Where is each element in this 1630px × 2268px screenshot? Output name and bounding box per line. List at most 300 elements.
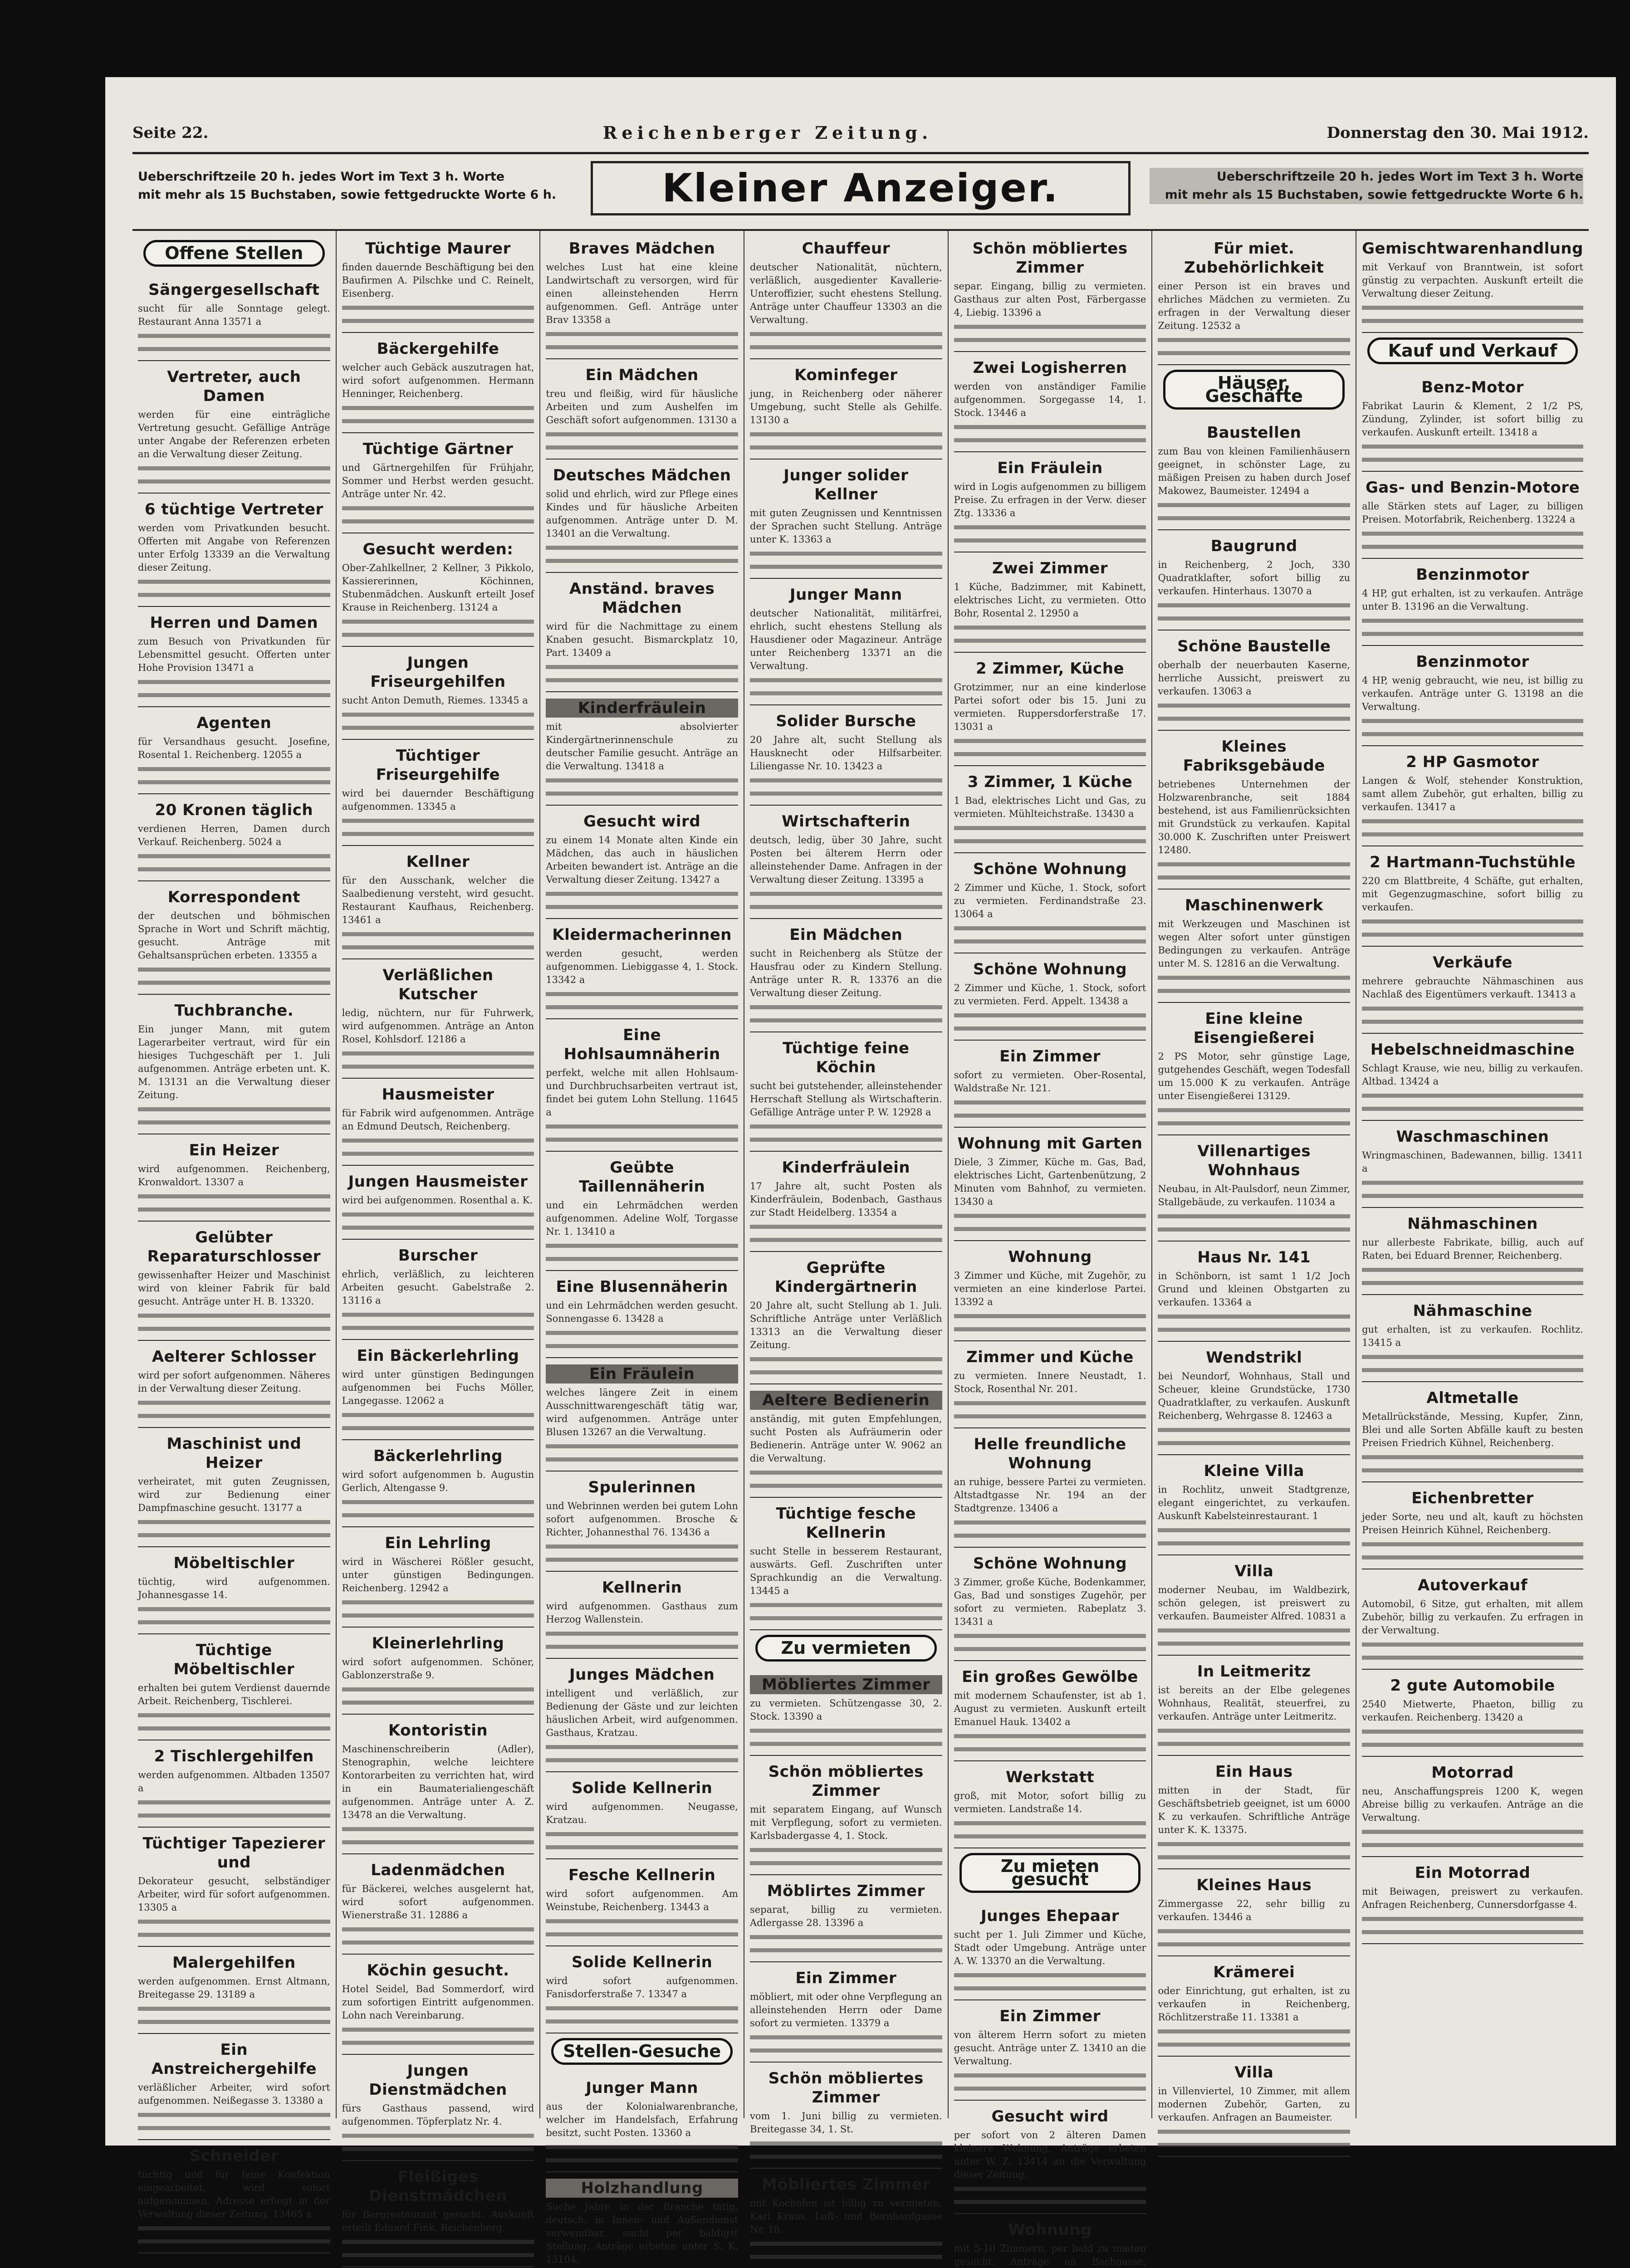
ad-headline: Schön möbliertes Zimmer xyxy=(972,240,1128,277)
ad-text: und ein Lehrmädchen werden aufgenommen. Adeline Wolf, Torgasse Nr. 1. 13410 a xyxy=(546,1199,738,1266)
ad-text: der deutschen und böhmischen Sprache in Wort und Schrift mächtig, gesucht. Anträge mit Gehaltsansprüchen erbeten. 13355 a xyxy=(138,909,330,989)
ad-headline: 2 HP Gasmotor xyxy=(1406,753,1539,771)
ad-text: vom 1. Juni billig zu vermieten. Breitegasse 34, 1. St. xyxy=(750,2110,942,2163)
rate-line: mit mehr als 15 Buchstaben, sowie fettgedruckte Worte 6 h. xyxy=(138,188,557,202)
ad-text: 2540 Mietwerte, Phaeton, billig zu verkaufen. Reichenberg. 13420 a xyxy=(1362,1698,1583,1751)
newspaper-page xyxy=(105,77,1616,2267)
ad-headline: Schön möbliertes Zimmer xyxy=(768,2069,924,2107)
classified-ad xyxy=(750,922,942,1032)
ad-text: neu, Anschaffungspreis 1200 K, wegen Abreise billig zu verkaufen. Anträge an die Verwaltung. xyxy=(1362,1785,1583,1852)
ad-headline: Solider Bursche xyxy=(776,712,916,730)
classified-ad xyxy=(546,1949,738,2033)
ad-headline: Ein Fräulein xyxy=(997,459,1103,477)
ad-text: sucht Stelle in besserem Restaurant, auswärts. Gefl. Zuschriften unter Sprachkundig an die Verwaltung. 13445 a xyxy=(750,1545,942,1625)
ad-headline: Möbliertes Zimmer xyxy=(762,2175,930,2194)
ad-text: gut erhalten, ist zu verkaufen. Rochlitz. 13415 a xyxy=(1362,1323,1583,1377)
classified-ad xyxy=(138,710,330,794)
ad-text: mehrere gebrauchte Nähmaschinen aus Nachlaß des Eigentümers verkauft. 13413 a xyxy=(1362,975,1583,1028)
classified-ad xyxy=(546,1474,738,1572)
ad-headline: Möbeltischler xyxy=(173,1554,295,1572)
section-heading: Zu vermieten xyxy=(755,1635,937,1662)
ad-text: sucht per 1. Juli Zimmer und Küche, Stadt oder Umgebung. Anträge unter A. W. 13370 an die Verwaltung. xyxy=(954,1928,1146,1995)
ad-text: welches längere Zeit in einem Ausschnittwarengeschäft tätig war, wird aufgenommen. Anträge unter Blusen 13267 an die Verwaltung. xyxy=(546,1386,738,1466)
classified-ad xyxy=(342,2164,534,2267)
ad-text: aus der Kolonialwarenbranche, welcher im Handelsfach, Erfahrung besitzt, sucht Posten. 13360 a xyxy=(546,2100,738,2167)
classified-ad xyxy=(1362,1036,1583,1121)
ad-text: sucht in Reichenberg als Stütze der Hausfrau oder zu Kindern Stellung. Anträge unter R. R. 13376 an die Verwaltung dieser Zeitung. xyxy=(750,947,942,1027)
ad-headline: Kellnerin xyxy=(602,1579,682,1597)
ad-headline: Kellner xyxy=(406,853,470,871)
ad-text: intelligent und verläßlich, zur Bedienung der Gäste und zur leichten häuslichen Arbeit, wird aufgenommen. Gasthaus, Kratzau. xyxy=(546,1687,738,1767)
ad-text: verdienen Herren, Damen durch Verkauf. Reichenberg. 5024 a xyxy=(138,822,330,876)
classified-ad xyxy=(138,797,330,881)
classified-ad xyxy=(954,856,1146,953)
ad-headline: Tuchbranche. xyxy=(174,1002,294,1020)
ad-headline: Schöne Baustelle xyxy=(1177,637,1331,655)
classified-ad xyxy=(1158,1138,1350,1242)
ad-text: wird bei dauernder Beschäftigung aufgenommen. 13345 a xyxy=(342,787,534,841)
page-number: Seite 22. xyxy=(132,123,209,142)
classified-ad xyxy=(546,1862,738,1946)
ad-text: deutsch, ledig, über 30 Jahre, sucht Posten bei älterem Herrn oder alleinstehender Dame. Anfragen in der Verwaltung dieser Zeitung. 13395 a xyxy=(750,834,942,914)
ad-headline: 2 Hartmann-Tuchstühle xyxy=(1370,853,1576,871)
section-heading: Zu mieten gesucht xyxy=(959,1853,1141,1893)
ad-headline: Junges Ehepaar xyxy=(981,1907,1120,1925)
ad-column xyxy=(540,231,744,2265)
ad-text: Hotel Seidel, Bad Sommerdorf, wird zum sofortigen Eintritt aufgenommen. Lohn nach Vereinbarung. xyxy=(342,1983,534,2049)
ad-headline: Ein Mädchen xyxy=(585,366,699,384)
classified-ad xyxy=(1158,1558,1350,1656)
ad-headline: Kleinerlehrling xyxy=(372,1634,504,1652)
classified-ad xyxy=(750,582,942,705)
ad-headline: Hausmeister xyxy=(382,1085,494,1104)
ad-text: wird sofort aufgenommen. Schöner, Gablonzerstraße 9. xyxy=(342,1656,534,1709)
ad-headline: Gesucht wird xyxy=(991,2107,1109,2126)
classified-ad xyxy=(954,1431,1146,1548)
ad-headline: Tüchtige Gärtner xyxy=(362,440,514,458)
ad-column xyxy=(949,231,1153,2267)
ad-text: wird bei aufgenommen. Rosenthal a. K. xyxy=(342,1194,534,1234)
classified-ad xyxy=(1362,1572,1583,1670)
ad-text: separat, billig zu vermieten. Adlergasse 28. 13396 a xyxy=(750,1903,942,1957)
classified-ad xyxy=(1362,474,1583,559)
ad-text: wird per sofort aufgenommen. Näheres in der Verwaltung dieser Zeitung. xyxy=(138,1369,330,1422)
classified-ad xyxy=(954,1043,1146,1128)
ad-text: werden für eine einträgliche Vertretung gesucht. Gefällige Anträge unter Angabe der Referenzen erbeten an die Verwaltung dieser Zeitung. xyxy=(138,408,330,488)
ad-headline: Braves Mädchen xyxy=(568,240,715,258)
ad-text: wird unter günstigen Bedingungen aufgenommen bei Fuchs Möller, Langegasse. 12062 a xyxy=(342,1368,534,1435)
ad-text: mit 5-10 Zimmern, per bald zu mieten gesucht. Anträge an Bachgasse, xyxy=(954,2242,1146,2268)
section-heading: Stellen-Gesuche xyxy=(551,2038,733,2065)
ad-headline: Ein großes Gewölbe xyxy=(962,1668,1138,1686)
ad-headline: Geübte Taillennäherin xyxy=(579,1158,705,1196)
ad-text: Fabrikat Laurin & Klement, 2 1/2 PS, Zündung, Zylinder, ist sofort billig zu verkaufen. Auskunft erteilt. 13418 a xyxy=(1362,400,1583,466)
classified-ad xyxy=(954,1764,1146,1848)
ad-text: ist bereits an der Elbe gelegenes Wohnhaus, Realität, steuerfrei, zu verkaufen. Anträge unter Leitmeritz. xyxy=(1158,1684,1350,1750)
ad-text: möbliert, mit oder ohne Verpflegung an alleinstehenden Herrn oder Dame sofort zu vermieten. 13379 a xyxy=(750,1990,942,2057)
ad-headline: Gelübter Reparaturschlosser xyxy=(147,1228,321,1266)
ad-text: 1 Bad, elektrisches Licht und Gas, zu vermieten. Mühlteichstraße. 13430 a xyxy=(954,794,1146,848)
classified-ad xyxy=(342,1717,534,1854)
ad-headline: Junger Mann xyxy=(789,586,902,604)
classified-ad xyxy=(1158,1458,1350,1555)
classified-ad xyxy=(138,1743,330,1828)
ad-text: finden dauernde Beschäftigung bei den Baufirmen A. Pilschke und C. Reinelt, Eisenberg. xyxy=(342,261,534,327)
ad-headline: Eine kleine Eisengießerei xyxy=(1193,1010,1315,1047)
ad-text: mit Verkauf von Branntwein, ist sofort günstig zu verpachten. Auskunft erteilt die Verwaltung dieser Zeitung. xyxy=(1362,261,1583,327)
ad-headline: Motorrad xyxy=(1431,1764,1514,1782)
classified-ad xyxy=(342,1081,534,1166)
ad-headline: Maschinenwerk xyxy=(1185,896,1323,914)
classified-ad xyxy=(342,1530,534,1628)
classified-ad xyxy=(1158,1658,1350,1756)
ad-headline: Wohnung mit Garten xyxy=(957,1134,1143,1153)
classified-ad xyxy=(1158,892,1350,1003)
classified-ad xyxy=(1362,1298,1583,1382)
ad-headline: Köchin gesucht. xyxy=(367,1961,509,1980)
ad-text: mit Kochofen ist billig zu vermieten, Karl Kraus, Luft- und Bernhardgasse Nr. 18. xyxy=(750,2197,942,2263)
classified-ad xyxy=(546,235,738,359)
classified-ad xyxy=(750,1878,942,1962)
ad-text: Ober-Zahlkellner, 2 Kellner, 3 Pikkolo, Kassiererinnen, Köchinnen, Stubenmädchen. Auskunft erteilt Josef Krause in Reichenberg. 13124 a xyxy=(342,562,534,641)
ad-headline: Baugrund xyxy=(1210,537,1297,555)
ad-text: Zimmergasse 22, sehr billig zu verkaufen. 13446 a xyxy=(1158,1897,1350,1951)
classified-ad xyxy=(750,708,942,806)
classified-ad xyxy=(954,455,1146,552)
ad-text: 1 Küche, Badzimmer, mit Kabinett, elektrisches Licht, zu vermieten. Otto Bohr, Rosental 2. 12950 a xyxy=(954,581,1146,647)
ad-headline: Geprüfte Kindergärtnerin xyxy=(774,1259,917,1296)
ad-text: und Gärtnergehilfen für Frühjahr, Sommer und Herbst werden gesucht. Anträge unter Nr. 42. xyxy=(342,461,534,528)
ad-headline: Schöne Wohnung xyxy=(973,860,1127,878)
ad-headline: Junges Mädchen xyxy=(569,1666,715,1684)
ad-headline: Zwei Zimmer xyxy=(992,559,1108,577)
classified-ad xyxy=(1362,1124,1583,1208)
ad-headline: Wohnung xyxy=(1008,2221,1092,2239)
ad-text: an ruhige, bessere Partei zu vermieten. Altstadtgasse Nr. 194 an der Stadtgrenze. 13406 a xyxy=(954,1476,1146,1542)
classified-ad xyxy=(954,956,1146,1041)
ad-headline: Helle freundliche Wohnung xyxy=(974,1435,1126,1472)
ad-text: anständig, mit guten Empfehlungen, sucht Posten als Aufräumerin oder Bedienerin. Anträge unter W. 9062 an die Verwaltung. xyxy=(750,1413,942,1492)
ad-headline: Kleines Fabriksgebäude xyxy=(1183,738,1325,775)
ad-headline: Wirtschafterin xyxy=(782,812,910,831)
classified-ad xyxy=(1362,949,1583,1034)
page-header xyxy=(132,113,1589,154)
classified-ad xyxy=(342,1957,534,2055)
ad-headline: Tüchtige fesche Kellnerin xyxy=(776,1505,916,1542)
ad-column xyxy=(132,231,337,2219)
ad-text: Metallrückstände, Messing, Kupfer, Zinn, Blei und alle Sorten Abfälle kauft zu besten Preisen Friedrich Kühnel, Reichenberg. xyxy=(1362,1410,1583,1477)
classified-ad xyxy=(954,1903,1146,2000)
classified-ad xyxy=(1362,235,1583,333)
classified-ad xyxy=(138,884,330,995)
ad-text: wird aufgenommen. Neugasse, Kratzau. xyxy=(546,1800,738,1854)
classified-ad xyxy=(750,1501,942,1630)
ad-text: zu vermieten. Schützengasse 30, 2. Stock. 13390 a xyxy=(750,1697,942,1750)
ad-text: 2 Zimmer und Küche, 1. Stock, sofort zu vermieten. Ferdinandstraße 23. 13064 a xyxy=(954,881,1146,948)
classified-ad xyxy=(1362,1860,1583,1944)
ad-headline: Ein Heizer xyxy=(189,1141,279,1159)
classified-ad xyxy=(342,962,534,1079)
ad-text: werden von anständiger Familie aufgenommen. Sorgegasse 14, 1. Stock. 13446 a xyxy=(954,380,1146,447)
ad-headline: Jungen Hausmeister xyxy=(348,1173,528,1191)
ad-text: wird aufgenommen. Gasthaus zum Herzog Wallenstein. xyxy=(546,1600,738,1653)
classified-ad xyxy=(954,769,1146,853)
classified-ad xyxy=(546,808,738,919)
classified-ad xyxy=(1362,649,1583,746)
rate-line: mit mehr als 15 Buchstaben, sowie fettgedruckte Worte 6 h. xyxy=(1150,186,1583,204)
ad-text: werden aufgenommen. Altbaden 13507 a xyxy=(138,1769,330,1822)
ad-text: per sofort von 2 älteren Damen kleinere Wohnung. Anträge erbeten unter W. Z. 13414 an die Verwaltung dieser Zeitung. xyxy=(954,2129,1146,2209)
classified-ad xyxy=(750,808,942,919)
ad-text: von älterem Herrn sofort zu mieten gesucht. Anträge unter Z. 13410 an die Verwaltung. xyxy=(954,2028,1146,2095)
ad-text: und ein Lehrmädchen werden gesucht. Sonnengasse 6. 13428 a xyxy=(546,1299,738,1353)
classified-ad xyxy=(954,1130,1146,1241)
classified-ad xyxy=(750,2171,942,2268)
ad-headline: Kinderfräulein xyxy=(782,1158,910,1177)
ad-text: 2 PS Motor, sehr günstige Lage, gutgehendes Geschäft, wegen Todesfall um 15.000 K zu verkaufen. Anträge unter Eisengießerei 13129. xyxy=(1158,1050,1350,1130)
rate-line: Ueberschriftzeile 20 h. jedes Wort im Text 3 h. Worte xyxy=(138,170,505,184)
classified-ad xyxy=(1362,1385,1583,1482)
classified-ad xyxy=(138,2143,330,2253)
classified-ad xyxy=(342,1242,534,1340)
ad-headline: Anständ. braves Mädchen xyxy=(569,580,715,617)
ad-headline: Maschinist und Heizer xyxy=(166,1435,302,1472)
ad-headline: Fleißiges Dienstmädchen xyxy=(369,2168,507,2205)
section-heading: Häuser, Geschäfte xyxy=(1163,370,1345,410)
classified-ad xyxy=(1158,2059,1350,2157)
ad-headline: Gesucht werden: xyxy=(362,540,514,558)
ad-text: werden vom Privatkunden besucht. Offerten mit Angabe von Referenzen unter Erfolg 13339 an die Verwaltung dieser Zeitung. xyxy=(138,522,330,601)
ad-text: Neubau, in Alt-Paulsdorf, neun Zimmer, Stallgebäude, zu verkaufen. 11034 a xyxy=(1158,1183,1350,1236)
ad-text: in Rochlitz, unweit Stadtgrenze, elegant eingerichtet, zu verkaufen. Auskunft Kabelsteinrestaurant. 1 xyxy=(1158,1483,1350,1550)
classified-ad xyxy=(954,355,1146,452)
ad-text: sofort zu vermieten. Ober-Rosental, Waldstraße Nr. 121. xyxy=(954,1069,1146,1122)
classified-ad xyxy=(1158,533,1350,631)
ad-headline: 6 tüchtige Vertreter xyxy=(144,500,323,518)
classified-ad xyxy=(138,1830,330,1947)
ad-text: fürs Gasthaus passend, wird aufgenommen. Töpferplatz Nr. 4. xyxy=(342,2102,534,2156)
ad-headline: Malergehilfen xyxy=(172,1954,296,1972)
ad-text: separ. Eingang, billig zu vermieten. Gasthaus zur alten Post, Färbergasse 4, Liebig. 13396 a xyxy=(954,280,1146,347)
ad-headline: Gesucht wird xyxy=(583,812,701,831)
ad-headline: Wohnung xyxy=(1008,1248,1092,1266)
classified-ad xyxy=(138,1637,330,1740)
ad-text: nur allerbeste Fabrikate, billig, auch auf Raten, bei Eduard Brenner, Reichenberg. xyxy=(1362,1236,1583,1290)
ad-text: 4 HP, wenig gebraucht, wie neu, ist billig zu verkaufen. Anträge unter G. 13198 an die Verwaltung. xyxy=(1362,674,1583,741)
ad-headline: Hebelschneidmaschine xyxy=(1370,1041,1575,1059)
ad-headline: Jungen Friseurgehilfen xyxy=(370,654,506,691)
ad-headline: Kinderfräulein xyxy=(546,699,738,718)
classified-ad xyxy=(1158,1244,1350,1342)
ad-headline: Krämerei xyxy=(1213,1963,1295,1981)
ad-text: mit Beiwagen, preiswert zu verkaufen. Anfragen Reichenberg, Cunnersdorfgasse 4. xyxy=(1362,1885,1583,1939)
classified-ad xyxy=(1362,374,1583,472)
ad-headline: Tüchtige Möbeltischler xyxy=(173,1641,295,1678)
ad-headline: Ein Mädchen xyxy=(789,926,903,944)
ad-text: 2 Zimmer und Küche, 1. Stock, sofort zu vermieten. Ferd. Appelt. 13438 a xyxy=(954,982,1146,1035)
ad-text: sucht bei gutstehender, alleinstehender Herrschaft Stellung als Wirtschafterin. Gefällige Anträge unter P. W. 12928 a xyxy=(750,1080,942,1146)
ad-text: mit modernem Schaufenster, ist ab 1. August zu vermieten. Auskunft erteilt Emanuel Hauk. 13402 a xyxy=(954,1689,1146,1756)
classified-ad xyxy=(342,235,534,333)
ad-text: betriebenes Unternehmen der Holzwarenbranche, seit 1884 bestehend, ist aus Familienrücksichten mit Grundstück zu verkaufen. Kapital 30.000 K. Zuschriften unter Preiswert 12480. xyxy=(1158,778,1350,884)
ad-text: ledig, nüchtern, nur für Fuhrwerk, wird aufgenommen. Anträge an Anton Rosel, Kohlsdorf. 12186 a xyxy=(342,1007,534,1073)
ad-text: für Bergrestaurant gesucht. Auskunft erteilt Eduard Fink, Reichenberg. xyxy=(342,2208,534,2262)
newspaper-title: Reichenberger Zeitung. xyxy=(602,122,933,143)
ad-text: wird sofort aufgenommen b. Augustin Gerlich, Altengasse 9. xyxy=(342,1468,534,1522)
ad-headline: Für miet. Zubehörlichkeit xyxy=(1184,240,1324,277)
ad-text: 3 Zimmer und Küche, mit Zugehör, zu vermieten an eine kinderlose Partei. 13392 a xyxy=(954,1269,1146,1336)
classified-ad xyxy=(1362,1672,1583,1757)
ad-headline: Gas- und Benzin-Motore xyxy=(1365,479,1580,497)
ad-text: alle Stärken stets auf Lager, zu billigen Preisen. Motorfabrik, Reichenberg. 13224 a xyxy=(1362,500,1583,553)
classified-ad xyxy=(954,2103,1146,2214)
classified-ad xyxy=(138,1950,330,2034)
ad-headline: Kleidermacherinnen xyxy=(552,926,732,944)
ad-text: treu und fleißig, wird für häusliche Arbeiten und zum Aushelfen im Geschäft sofort aufgenommen. 13130 a xyxy=(546,387,738,454)
section-heading: Kauf und Verkauf xyxy=(1367,337,1578,364)
ad-headline: Autoverkauf xyxy=(1417,1576,1528,1594)
ad-headline: Solide Kellnerin xyxy=(571,1953,713,1971)
ad-text: mit absolvierter Kindergärtnerinnenschule zu deutscher Familie gesucht. Anträge an die Verwaltung. 13418 a xyxy=(546,720,738,800)
ad-text: für Versandhaus gesucht. Josefine, Rosental 1. Reichenberg. 12055 a xyxy=(138,735,330,789)
ad-headline: Wendstrikl xyxy=(1206,1349,1302,1367)
ad-text: zum Bau von kleinen Familienhäusern geeignet, in schönster Lage, zu mäßigen Preisen zu haben durch Josef Makowez, Baumeister. 12494 a xyxy=(1158,445,1350,525)
ad-headline: Bäckergehilfe xyxy=(377,340,499,358)
ad-text: jeder Sorte, neu und alt, kauft zu höchsten Preisen Heinrich Kühnel, Reichenberg. xyxy=(1362,1510,1583,1564)
ad-headline: Burscher xyxy=(398,1246,478,1265)
classified-ad xyxy=(138,610,330,707)
classified-ad xyxy=(342,536,534,647)
ad-headline: Ein Lehrling xyxy=(385,1534,491,1552)
ad-text: in Schönborn, ist samt 1 1/2 Joch Grund und kleinen Obstgarten zu verkaufen. 13364 a xyxy=(1158,1270,1350,1336)
ad-text: tüchtig, wird aufgenommen. Johannesgasse 14. xyxy=(138,1575,330,1629)
classified-ad xyxy=(342,849,534,959)
ad-headline: Ladenmädchen xyxy=(371,1861,505,1879)
ad-text: deutscher Nationalität, nüchtern, verläßlich, ausgedienter Kavallerie-Unteroffizier, sucht ehestens Stellung. Anträge unter Chauffeur 13303 an die Verwaltung. xyxy=(750,261,942,354)
ad-headline: Haus Nr. 141 xyxy=(1197,1248,1311,1266)
classified-ad xyxy=(546,1274,738,1358)
ad-headline: Gemischtwarenhandlung xyxy=(1362,240,1583,258)
rate-notice-left xyxy=(132,161,577,215)
ad-text: gewissenhafter Heizer und Maschinist wird von kleiner Fabrik für bald gesucht. Anträge unter H. B. 13320. xyxy=(138,1269,330,1335)
classified-ad xyxy=(750,2065,942,2169)
ad-headline: Kleines Haus xyxy=(1196,1876,1312,1894)
ad-headline: 2 Tischlergehilfen xyxy=(154,1747,314,1765)
ad-text: erhalten bei gutem Verdienst dauernde Arbeit. Reichenberg, Tischlerei. xyxy=(138,1681,330,1735)
classified-ad xyxy=(138,1550,330,1634)
ad-text: 220 cm Blattbreite, 4 Schäfte, gut erhalten, mit Gegenzugmaschine, sofort billig zu verkaufen. xyxy=(1362,875,1583,941)
ad-headline: Kontoristin xyxy=(388,1721,488,1740)
ad-headline: In Leitmeritz xyxy=(1197,1662,1311,1681)
ad-text: in Villenviertel, 10 Zimmer, mit allem modernen Zubehör, Garten, zu verkaufen. Anfragen an Baumeister. xyxy=(1158,2085,1350,2151)
ad-text: werden aufgenommen. Ernst Altmann, Breitegasse 29. 13189 a xyxy=(138,1975,330,2028)
ad-text: für den Ausschank, welcher die Saalbedienung versteht, wird gesucht. Restaurant Kaufhaus, Reichenberg. 13461 a xyxy=(342,874,534,954)
classified-columns xyxy=(132,229,1589,2267)
ad-text: Langen & Wolf, stehender Konstruktion, samt allem Zubehör, gut erhalten, billig zu verkaufen. 13417 a xyxy=(1362,774,1583,841)
ad-headline: Baustellen xyxy=(1207,424,1302,442)
ad-headline: Tüchtige Maurer xyxy=(365,240,511,258)
ad-headline: Tüchtiger Tapezierer und xyxy=(142,1834,326,1872)
ad-text: verheiratet, mit guten Zeugnissen, wird zur Bedienung einer Dampfmaschine gesucht. 13177 a xyxy=(138,1475,330,1542)
classified-ad xyxy=(546,922,738,1019)
ad-headline: Holzhandlung xyxy=(546,2179,738,2198)
ad-text: Maschinenschreiberin (Adler), Stenographin, welche leichtere Kontorarbeiten zu verrichten hat, wird in ein Baumaterialiengeschäft aufgenommen. Anträge unter A. Z. 13478 an die Verwaltung. xyxy=(342,1743,534,1849)
classified-ad xyxy=(138,496,330,607)
ad-text: welches Lust hat eine kleine Landwirtschaft zu versorgen, wird für einen alleinstehenden Herrn aufgenommen. Gefl. Anträge unter Brav 13358 a xyxy=(546,261,738,354)
ad-text: sucht Anton Demuth, Riemes. 13345 a xyxy=(342,694,534,734)
classified-ad xyxy=(546,1574,738,1659)
classified-ad xyxy=(750,1387,942,1498)
ad-headline: Solide Kellnerin xyxy=(571,1779,713,1797)
ad-headline: Verläßlichen Kutscher xyxy=(382,966,494,1003)
classified-ad xyxy=(750,235,942,359)
classified-ad xyxy=(1158,1344,1350,1455)
ad-text: wird aufgenommen. Reichenberg, Kronwaldort. 13307 a xyxy=(138,1163,330,1216)
classified-ad xyxy=(546,1154,738,1271)
ad-headline: Vertreter, auch Damen xyxy=(167,368,301,405)
ad-text: zu vermieten. Innere Neustadt, 1. Stock, Rosenthal Nr. 201. xyxy=(954,1369,1146,1423)
ad-headline: Zimmer und Küche xyxy=(966,1348,1134,1366)
classified-ad xyxy=(954,1550,1146,1661)
rate-notice-right xyxy=(1144,161,1589,215)
ad-text: welcher auch Gebäck auszutragen hat, wird sofort aufgenommen. Hermann Henninger, Reichenberg. xyxy=(342,361,534,428)
ad-headline: Chauffeur xyxy=(802,240,890,258)
ad-headline: Aeltere Bedienerin xyxy=(750,1391,942,1410)
ad-text: 3 Zimmer, große Küche, Bodenkammer, Gas, Bad und sonstiges Zugehör, per sofort zu vermieten. Rabeplatz 3. 13431 a xyxy=(954,1576,1146,1656)
classified-ad xyxy=(1158,1872,1350,1956)
classified-ad xyxy=(954,2003,1146,2101)
classified-ad xyxy=(138,1224,330,1341)
ad-text: mit guten Zeugnissen und Kenntnissen der Sprachen sucht Stellung. Anträge unter K. 13363 a xyxy=(750,507,942,573)
ad-headline: Junger solider Kellner xyxy=(783,466,909,503)
ad-text: 20 Jahre alt, sucht Stellung als Hausknecht oder Hilfsarbeiter. Liliengasse Nr. 10. 13423 a xyxy=(750,733,942,800)
ad-text: zum Besuch von Privatkunden für Lebensmittel gesucht. Offerten unter Hohe Provision 13471 a xyxy=(138,635,330,702)
classified-ad xyxy=(750,1759,942,1875)
ad-headline: Schön möbliertes Zimmer xyxy=(768,1763,924,1800)
ad-headline: Zwei Logisherren xyxy=(973,359,1127,377)
ad-headline: Ein Fräulein xyxy=(546,1364,738,1383)
ad-headline: Schöne Wohnung xyxy=(973,1554,1127,1573)
ad-headline: Agenten xyxy=(196,714,272,732)
classified-ad xyxy=(954,555,1146,653)
ad-text: und Webrinnen werden bei gutem Lohn sofort aufgenommen. Brosche & Richter, Johannesthal 76. 13436 a xyxy=(546,1500,738,1566)
classified-ad xyxy=(954,655,1146,766)
ad-headline: Sängergesellschaft xyxy=(148,281,320,299)
classified-ad xyxy=(342,2058,534,2161)
ad-text: einer Person ist ein braves und ehrliches Mädchen zu vermieten. Zu erfragen in der Verwaltung dieser Zeitung. 12532 a xyxy=(1158,280,1350,360)
ad-headline: Ein Zimmer xyxy=(999,2007,1101,2025)
ad-text: werden gesucht, werden aufgenommen. Liebiggasse 4, 1. Stock. 13342 a xyxy=(546,947,738,1014)
ad-headline: Ein Anstreichergehilfe xyxy=(151,2041,317,2078)
ad-text: 20 Jahre alt, sucht Stellung ab 1. Juli. Schriftliche Anträge unter Verläßlich 13313 an die Verwaltung dieser Zeitung. xyxy=(750,1299,942,1379)
ad-headline: Korrespondent xyxy=(167,888,300,906)
classified-ad xyxy=(342,650,534,740)
classified-ad xyxy=(138,997,330,1134)
classified-ad xyxy=(1158,1959,1350,2057)
ad-text: wird in Logis aufgenommen zu billigem Preise. Zu erfragen in der Verw. dieser Ztg. 13336 a xyxy=(954,480,1146,547)
classified-ad xyxy=(1158,1006,1350,1135)
ad-headline: Nähmaschinen xyxy=(1407,1215,1538,1233)
classified-ad xyxy=(1158,633,1350,731)
classified-ad xyxy=(750,1965,942,2063)
ad-text: in Reichenberg, 2 Joch, 330 Quadratklafter, sofort billig zu verkaufen. Hinterhaus. 13070 a xyxy=(1158,558,1350,625)
classified-ad xyxy=(1158,235,1350,365)
classified-ad xyxy=(342,1443,534,1527)
ad-headline: 3 Zimmer, 1 Küche xyxy=(967,773,1133,791)
ad-headline: Eine Blusennäherin xyxy=(556,1278,728,1296)
ad-headline: Bäckerlehrling xyxy=(373,1447,503,1465)
classified-ad xyxy=(750,1255,942,1384)
